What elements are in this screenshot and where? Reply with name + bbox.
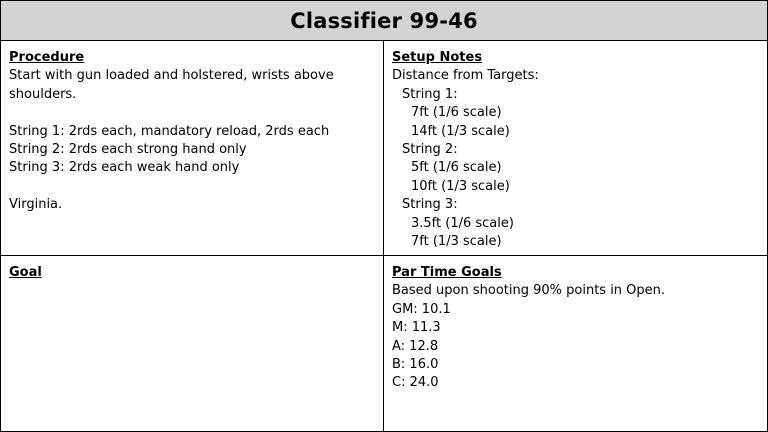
procedure-note: Virginia. (9, 197, 63, 213)
par-time-goal-b: B: 16.0 (392, 357, 439, 373)
setup-string-1-label: String 1: (402, 86, 458, 102)
procedure-heading: Procedure (9, 50, 85, 65)
par-time-goal-gm: GM: 10.1 (392, 301, 451, 317)
par-time-goals-section (384, 256, 767, 431)
procedure-intro: Start with gun loaded and holstered, wrists above shoulders. (9, 68, 334, 102)
setup-notes-section (384, 41, 767, 256)
setup-string-3-label: String 3: (402, 197, 458, 213)
title-bar (1, 1, 767, 41)
setup-string-3-distance-1: 3.5ft (1/6 scale) (411, 215, 514, 231)
goal-section (1, 256, 384, 431)
setup-string-2-distance-1: 5ft (1/6 scale) (411, 160, 502, 176)
setup-notes-heading: Setup Notes (392, 50, 483, 65)
goal-heading: Goal (9, 265, 42, 280)
procedure-string-1: String 1: 2rds each, mandatory reload, 2rds each (9, 123, 330, 139)
setup-string-3-distance-2: 7ft (1/3 scale) (411, 234, 502, 250)
procedure-string-2: String 2: 2rds each strong hand only (9, 142, 247, 158)
setup-string-1-distance-2: 14ft (1/3 scale) (411, 123, 510, 139)
setup-string-1-distance-1: 7ft (1/6 scale) (411, 105, 502, 121)
distance-label: Distance from Targets: (392, 68, 539, 84)
par-time-basis: Based upon shooting 90% points in Open. (392, 283, 666, 299)
setup-string-2-label: String 2: (402, 142, 458, 158)
procedure-section (1, 41, 384, 256)
par-time-goals-heading: Par Time Goals (392, 265, 502, 280)
spacer (9, 178, 375, 196)
procedure-string-3: String 3: 2rds each weak hand only (9, 160, 240, 176)
spacer (9, 104, 375, 122)
page-title: Classifier 99-46 (290, 8, 478, 33)
par-time-goal-m: M: 11.3 (392, 320, 441, 336)
par-time-goal-c: C: 24.0 (392, 375, 439, 391)
setup-string-2-distance-2: 10ft (1/3 scale) (411, 178, 510, 194)
par-time-goal-a: A: 12.8 (392, 338, 439, 354)
